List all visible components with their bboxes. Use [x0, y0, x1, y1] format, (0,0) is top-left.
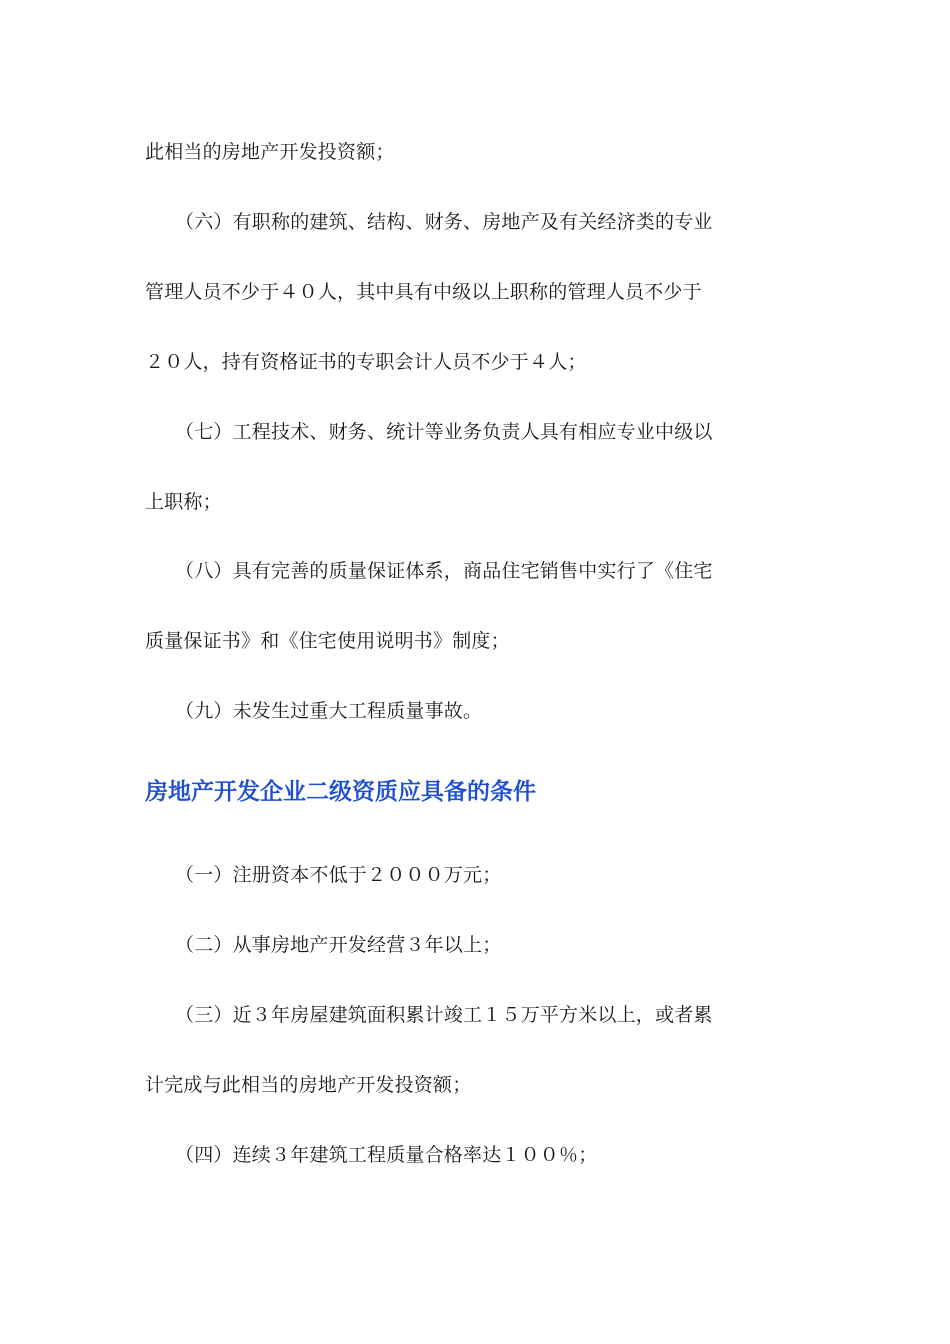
paragraph-line: （九）未发生过重大工程质量事故。	[175, 700, 483, 722]
paragraph-line: 管理人员不少于４０人，其中具有中级以上职称的管理人员不少于	[145, 281, 702, 303]
paragraph-line: （一）注册资本不低于２０００万元；	[175, 864, 502, 886]
section-heading: 房地产开发企业二级资质应具备的条件	[145, 779, 536, 805]
paragraph-line: 此相当的房地产开发投资额；	[145, 141, 395, 163]
paragraph-line: 上职称；	[145, 491, 222, 513]
paragraph-line: （八）具有完善的质量保证体系，商品住宅销售中实行了《住宅	[175, 560, 713, 582]
paragraph-line: （四）连续３年建筑工程质量合格率达１００％；	[175, 1144, 598, 1166]
paragraph-line: ２０人，持有资格证书的专职会计人员不少于４人；	[145, 351, 587, 373]
paragraph-line: 质量保证书》和《住宅使用说明书》制度；	[145, 630, 510, 652]
paragraph-line: 计完成与此相当的房地产开发投资额；	[145, 1074, 472, 1096]
paragraph-line: （二）从事房地产开发经营３年以上；	[175, 934, 502, 956]
paragraph-line: （六）有职称的建筑、结构、财务、房地产及有关经济类的专业	[175, 211, 713, 233]
paragraph-line: （三）近３年房屋建筑面积累计竣工１５万平方米以上，或者累	[175, 1004, 713, 1026]
paragraph-line: （七）工程技术、财务、统计等业务负责人具有相应专业中级以	[175, 421, 713, 443]
